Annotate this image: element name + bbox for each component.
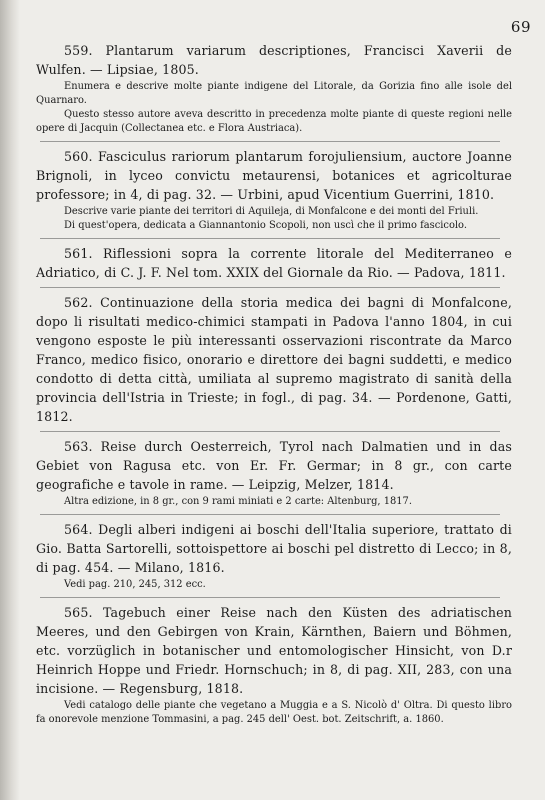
entry-separator [40, 514, 500, 515]
entry-separator [40, 238, 500, 239]
entry-main-text: 564. Degli alberi indigeni ai boschi dell'Italia superiore, trattato di Gio. Batta Sartorelli, sottoispettore ai boschi pel distretto di Lecco; in 8, di pag. 454. — Milano, 1816. [36, 522, 512, 575]
page-number: 69 [510, 18, 531, 36]
entry-main-text: 565. Tagebuch einer Reise nach den Küsten des adriatischen Meeres, und den Gebirgen von Krain, Kärnthen, Baiern und Böhmen, etc. vorzüglich in botanischer und entomologischer Hinsicht, von D.r Heinrich Hoppe und Friedr. Hornschuch; in 8, di pag. XII, 283, con una incisione. — Regensburg, 1818. [36, 605, 512, 696]
entry-separator [40, 431, 500, 432]
entry-main-text: 562. Continuazione della storia medica dei bagni di Monfalcone, dopo li risultati medico-chimici stampati in Padova l'anno 1804, in cui vengono esposte le più interessanti osservazioni riscontrate da Marco Franco, medico fisico, onorario e direttore dei bagni suddetti, e medico condotto di detta città, umiliata al supremo magistrato di sanità della provincia dell'Istria in Trieste; in fogl., di pag. 34. — Pordenone, Gatti, 1812. [36, 295, 512, 424]
entry-560 [36, 147, 512, 233]
entry-note: Descrive varie piante dei territori di Aquileja, di Monfalcone e dei monti del Friuli. [64, 206, 479, 217]
entry-separator [40, 141, 500, 142]
entry-561 [36, 244, 512, 282]
entry-main-text: 560. Fasciculus rariorum plantarum forojuliensium, auctore Joanne Brignoli, in lyceo convictu metaurensi, botanices et agricolturae professore; in 4, di pag. 32. — Urbini, apud Vicentium Guerrini, 1810. [36, 149, 512, 202]
entry-note: Altra edizione, in 8 gr., con 9 rami miniati e 2 carte: Altenburg, 1817. [64, 496, 412, 507]
entry-565 [36, 603, 512, 727]
entry-main-text: 561. Riflessioni sopra la corrente litorale del Mediterraneo e Adriatico, di C. J. F. Nel tom. XXIX del Giornale da Rio. — Padova, 1811. [36, 246, 512, 280]
entry-main-text: 563. Reise durch Oesterreich, Tyrol nach Dalmatien und in das Gebiet von Ragusa etc. von Er. Fr. Germar; in 8 gr., con carte geografiche e tavole in rame. — Leipzig, Melzer, 1814. [36, 439, 512, 492]
page-content [36, 41, 512, 727]
entry-559 [36, 41, 512, 136]
entry-note: Enumera e descrive molte piante indigene del Litorale, da Gorizia fino alle isole del Quarnaro. [36, 81, 512, 106]
entry-563 [36, 437, 512, 509]
entry-564 [36, 520, 512, 592]
entry-separator [40, 597, 500, 598]
entry-562 [36, 293, 512, 426]
entry-note: Questo stesso autore aveva descritto in precedenza molte piante di queste regioni nelle opere di Jacquin (Collectanea etc. e Flora Austriaca). [36, 109, 512, 134]
entry-note: Vedi catalogo delle piante che vegetano a Muggia e a S. Nicolò d' Oltra. Di questo libro fa onorevole menzione Tommasini, a pag. 245 dell' Oest. bot. Zeitschrift, a. 1860. [36, 700, 512, 725]
page-spine-shadow [0, 0, 20, 800]
entry-main-text: 559. Plantarum variarum descriptiones, Francisci Xaverii de Wulfen. — Lipsiae, 1805. [36, 43, 512, 77]
entry-separator [40, 287, 500, 288]
entry-note: Di quest'opera, dedicata a Giannantonio Scopoli, non uscì che il primo fascicolo. [64, 220, 467, 231]
entry-note: Vedi pag. 210, 245, 312 ecc. [64, 579, 206, 590]
